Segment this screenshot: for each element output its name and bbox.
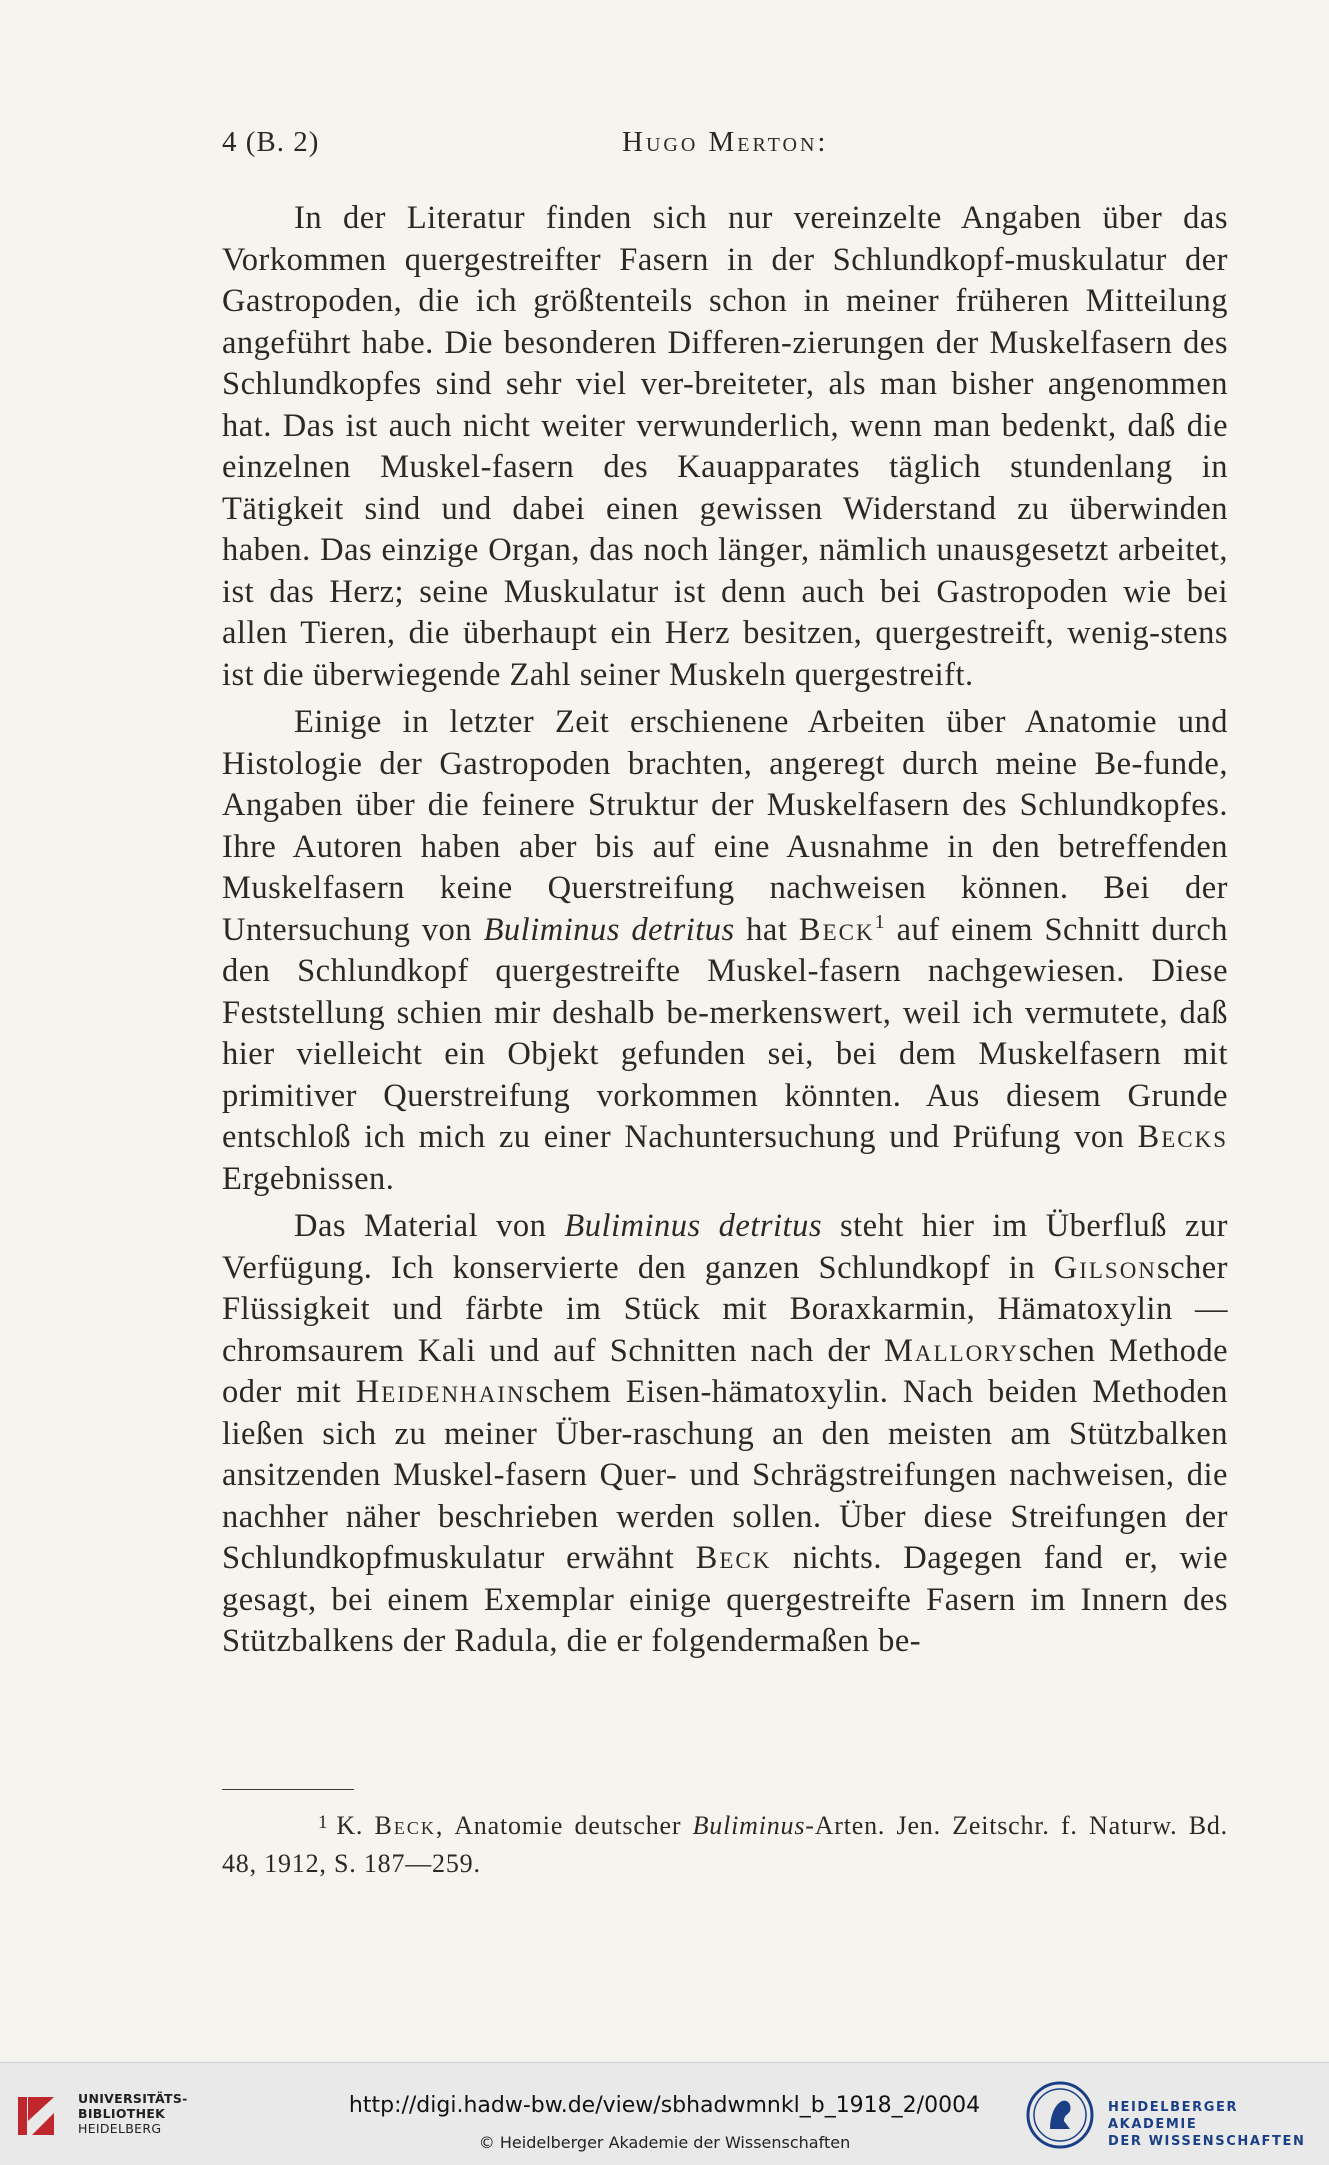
author-name: Heidenhain <box>355 1374 526 1410</box>
footnote-divider <box>222 1789 354 1790</box>
copyright-notice: © Heidelberger Akademie der Wissenschaften <box>478 2133 851 2152</box>
author-name: Gilson <box>1053 1249 1157 1286</box>
footnote-number: 1 <box>318 1812 329 1833</box>
paragraph-3: Das Material von Buliminus detritus steht hier im Überfluß zur Verfügung. Ich konservierte den ganzen Schlundkopf in Gilsonscher Flüssigkeit und färbte im Stück mit Boraxkarmin, Hämatoxylin — chromsaurem Kali und auf Schnitten nach der Malloryschen Methode oder mit Heidenhainschem Eisen-hämatoxylin. Nach beiden Methoden ließen sich zu meiner Über-raschung an den meisten am Stützbalken ansitzenden Muskel-fasern Quer- und Schrägstreifungen nachweisen, die nachher näher beschrieben werden sollen. Über diese Streifungen der Schlundkopfmuskulatur erwähnt Beck nichts. Dagegen fand er, wie gesagt, bei einem Exemplar einige quergestreifte Fasern im Innern des Stützbalkens der Radula, die er folgendermaßen be- <box>222 1208 1229 1659</box>
permalink-url[interactable]: http://digi.hadw-bw.de/view/sbhadwmnkl_b_1918_2/0004 <box>348 2093 981 2118</box>
page-reference: 4 (B. 2) <box>222 126 320 158</box>
species-name: Buliminus detritus <box>564 1208 822 1244</box>
species-name: Buliminus detritus <box>483 911 735 948</box>
author-name: Beck <box>798 911 875 948</box>
paragraph-1: In der Literatur finden sich nur vereinzelte Angaben über das Vorkommen quergestreifter Fasern in der Schlundkopf-muskulatur der Gastropoden, die ich größtenteils schon in meiner früheren Mitteilung angeführt habe. Die besonderen Differen-zierungen der Muskelfasern des Schlundkopfes sind sehr viel ver-breiteter, als man bisher angenommen hat. Das ist auch nicht weiter verwunderlich, wenn man bedenkt, daß die einzelnen Muskel-fasern des Kauapparates täglich stundenlang in Tätigkeit sind und dabei einen gewissen Widerstand zu überwinden haben. Das einzige Organ, das noch länger, nämlich unausgesetzt arbeitet, ist das Herz; seine Muskulatur ist denn auch bei Gastropoden wie bei allen Tieren, die überhaupt ein Herz besitzen, quergestreift, wenig-stens ist die überwiegende Zahl seiner Muskeln quergestreift. <box>222 200 1228 693</box>
author-heading: Hugo Merton: <box>622 126 829 158</box>
paragraph-2: Einige in letzter Zeit erschienene Arbeiten über Anatomie und Histologie der Gastropoden brachten, angeregt durch meine Be-funde, Angaben über die feinere Struktur der Muskelfasern des Schlundkopfes. Ihre Autoren haben aber bis auf eine Ausnahme in den betreffenden Muskelfasern keine Querstreifung nachweisen können. Bei der Untersuchung von Buliminus detritus hat Beck$^1$ auf einem Schnitt durch den Schlundkopf quergestreifte Muskel-fasern nachgewiesen. Diese Feststellung schien mir deshalb be-merkenswert, weil ich vermutete, daß hier vielleicht ein Objekt gefunden sei, bei dem Muskelfasern mit primitiver Querstreifung vorkommen könnten. Aus diesem Grunde entschloß ich mich zu einer Nachuntersuchung und Prüfung von Becks Ergebnissen. <box>222 704 1229 1197</box>
body-text <box>222 198 1228 1663</box>
author-name: Beck <box>695 1540 772 1576</box>
author-name: Beck, <box>374 1811 445 1840</box>
academy-name: HEIDELBERGER AKADEMIE DER WISSENSCHAFTEN <box>1108 2100 1306 2149</box>
university-library-name: UNIVERSITÄTS- BIBLIOTHEK HEIDELBERG <box>78 2091 188 2136</box>
academy-seal-icon <box>1026 2081 1094 2149</box>
author-name: Mallory <box>884 1332 1019 1369</box>
viewer-footer <box>0 2062 1329 2165</box>
footnote: $^1$ K. Beck, Anatomie deutscher Buliminus-Arten. Jen. Zeitschr. f. Naturw. Bd. 48, 1912, S. 187—259. <box>222 1811 1228 1878</box>
genus-name: Buliminus <box>692 1811 806 1840</box>
footnote-reference: 1 <box>874 910 886 933</box>
author-name: Becks <box>1137 1119 1229 1155</box>
